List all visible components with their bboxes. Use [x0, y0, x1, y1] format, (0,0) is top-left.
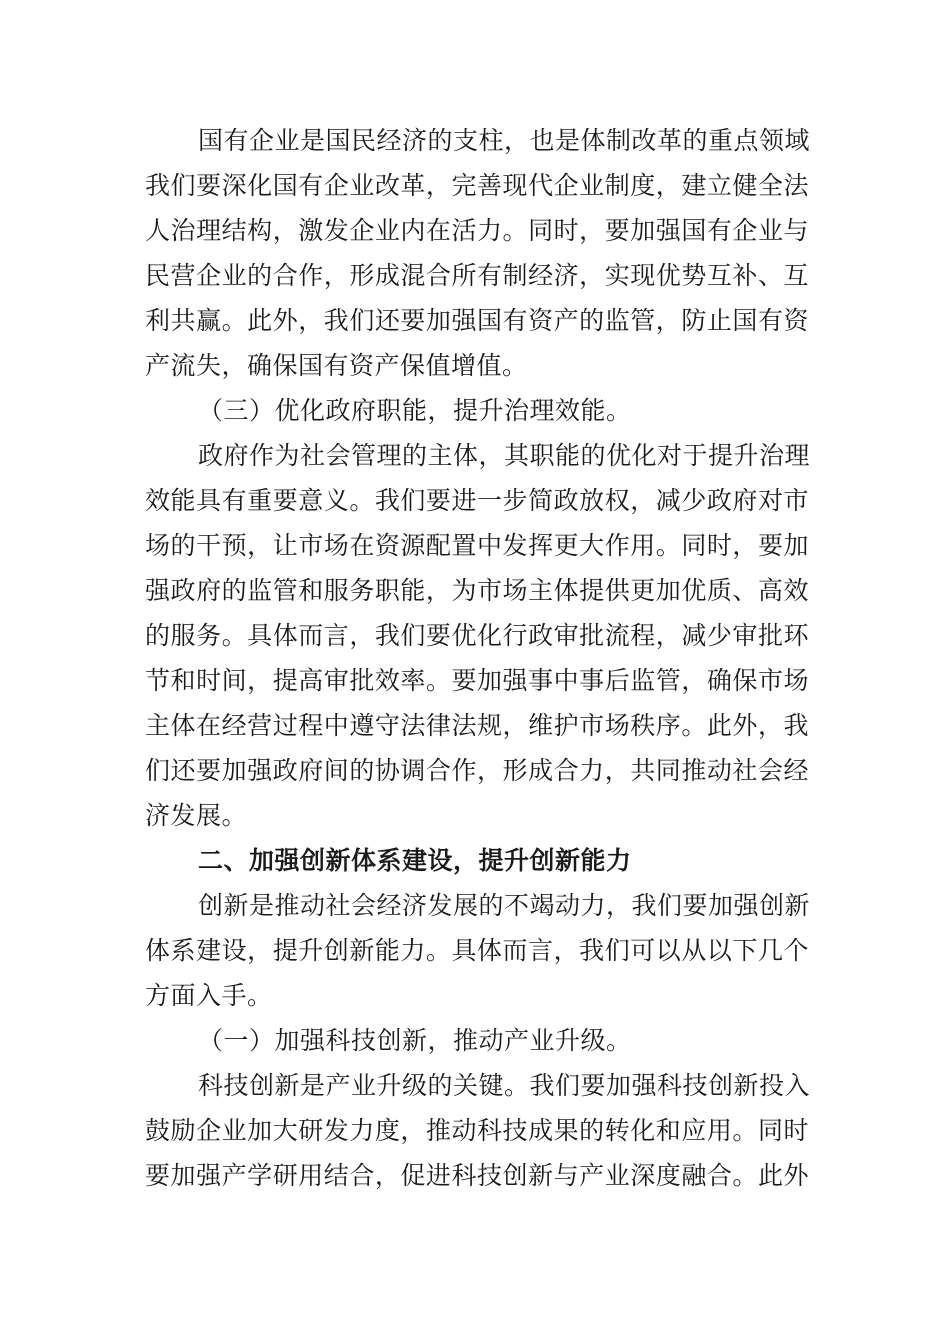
paragraph-line: 鼓励企业加大研发力度，推动科技成果的转化和应用。同时: [145, 1116, 809, 1145]
paragraph-line: 济发展。: [145, 801, 248, 830]
paragraph-line: 利共赢。此外，我们还要加强国有资产的监管，防止国有资: [145, 306, 809, 335]
paragraph-line: 产流失，确保国有资产保值增值。: [145, 351, 528, 380]
section-subheading: （一）加强科技创新，推动产业升级。: [198, 1026, 632, 1055]
paragraph-line: 人治理结构，激发企业内在活力。同时，要加强国有企业与: [145, 216, 809, 245]
paragraph-line: 国有企业是国民经济的支柱，也是体制改革的重点领域: [198, 126, 811, 155]
paragraph-line: 强政府的监管和服务职能，为市场主体提供更加优质、高效: [145, 576, 809, 605]
paragraph-line: 效能具有重要意义。我们要进一步简政放权，减少政府对市: [145, 486, 809, 515]
paragraph-line: 要加强产学研用结合，促进科技创新与产业深度融合。此外: [145, 1161, 809, 1190]
paragraph-line: 们还要加强政府间的协调合作，形成合力，共同推动社会经: [145, 756, 809, 785]
paragraph-line: 体系建设，提升创新能力。具体而言，我们可以从以下几个: [145, 936, 809, 965]
paragraph-line: 主体在经营过程中遵守法律法规，维护市场秩序。此外，我: [145, 711, 809, 740]
paragraph-line: 我们要深化国有企业改革，完善现代企业制度，建立健全法: [145, 171, 809, 200]
paragraph-line: 节和时间，提高审批效率。要加强事中事后监管，确保市场: [145, 666, 809, 695]
paragraph-line: 科技创新是产业升级的关键。我们要加强科技创新投入: [198, 1071, 811, 1100]
section-heading: 二、加强创新体系建设，提升创新能力: [198, 846, 632, 875]
paragraph-line: 的服务。具体而言，我们要优化行政审批流程，减少审批环: [145, 621, 809, 650]
paragraph-line: 创新是推动社会经济发展的不竭动力，我们要加强创新: [198, 891, 811, 920]
section-subheading: （三）优化政府职能，提升治理效能。: [198, 396, 632, 425]
paragraph-line: 政府作为社会管理的主体，其职能的优化对于提升治理: [198, 441, 811, 470]
paragraph-line: 场的干预，让市场在资源配置中发挥更大作用。同时，要加: [145, 531, 809, 560]
document-body: [145, 118, 809, 1198]
paragraph-line: 民营企业的合作，形成混合所有制经济，实现优势互补、互: [145, 261, 809, 290]
paragraph-line: 方面入手。: [145, 981, 273, 1010]
